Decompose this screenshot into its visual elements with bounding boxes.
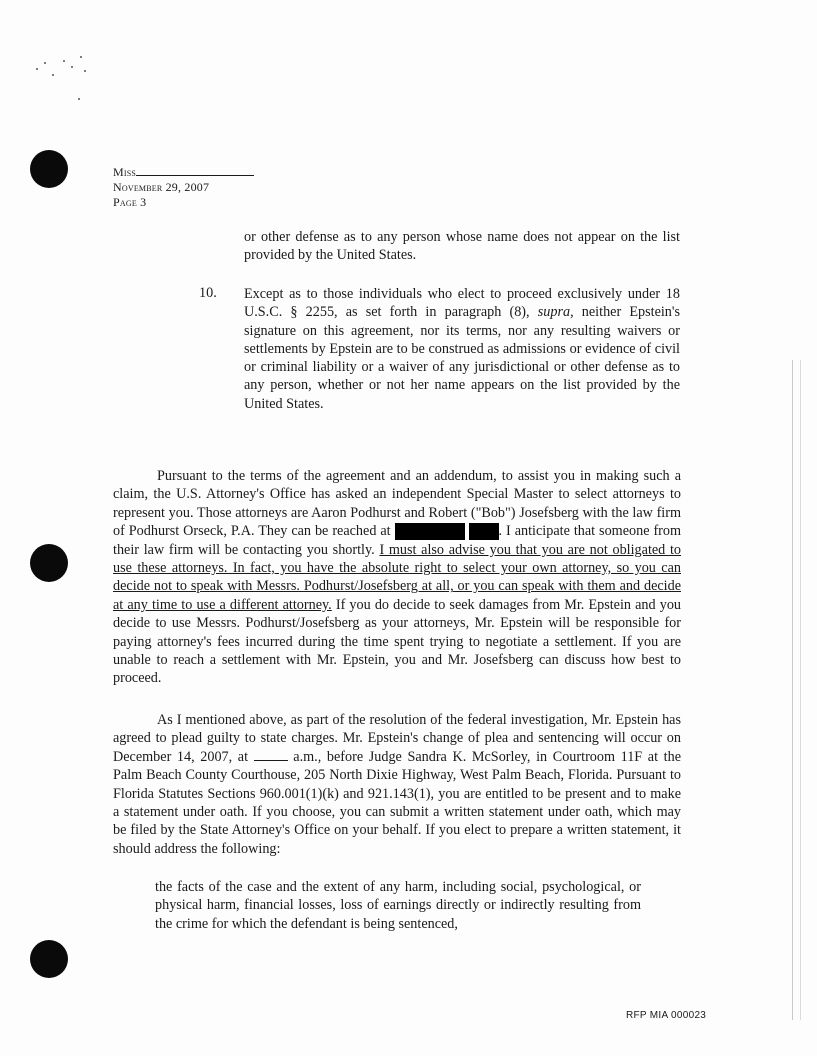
- paragraph-attorneys: [113, 467, 681, 688]
- scan-speck: [52, 74, 54, 76]
- header-recipient: Miss: [113, 165, 137, 179]
- punch-hole: [30, 544, 68, 582]
- scan-speck: [63, 60, 65, 62]
- paragraph-sentencing-part1: As I mentioned above, as part of the resolution of the federal investigation, Mr. Epstein has agreed to plead guilty to state charges. Mr. Epstein's change of plea and sentencing will occur on December 14, 2007, at: [113, 712, 681, 765]
- header-date: November 29, 2007: [113, 180, 210, 194]
- item-10-text: [244, 285, 680, 413]
- punch-hole: [30, 940, 68, 978]
- paragraph-attorneys-part1: Pursuant to the terms of the agreement and an addendum, to assist you in making such a claim, the U.S. Attorney's Office has asked an independent Special Master to select attorneys to represent you. Those attorneys are Aaron Podhurst and Robert ("Bob") Josefsberg with the law firm of Podhurst Orseck, P.A. They can be reached at: [113, 468, 681, 540]
- letter-header: [113, 165, 254, 210]
- item-10-text-a: Except as to those individuals who elect to proceed exclusively under 18 U.S.C. § 2255, as set forth in paragraph (8),: [244, 286, 680, 321]
- scan-speck: [44, 62, 46, 64]
- paragraph-attorneys-part2: . I anticipate that someone from their law firm will be contacting you shortly.: [113, 523, 682, 558]
- header-recipient-line: [113, 165, 254, 180]
- bates-number: RFP MIA 000023: [626, 1010, 707, 1021]
- scan-edge-line: [792, 360, 793, 1020]
- statement-guidance-quote: the facts of the case and the extent of any harm, including social, psychological, or physical harm, financial losses, loss of earnings directly or indirectly resulting from the crime for which the defendant is being sentenced,: [155, 879, 641, 932]
- paragraph-sentencing-part2: a.m., before Judge Sandra K. McSorley, in Courtroom 11F at the Palm Beach County Courthouse, 205 North Dixie Highway, West Palm Beach, Florida. Pursuant to Florida Statutes Sections 960.001(1)(k) and 921.143(1), you are entitled to be present and to make a statement under oath. If you choose, you can submit a written statement under oath, which may be filed by the State Attorney's Office on your behalf. If you elect to prepare a written statement, it should address the following:: [113, 748, 681, 857]
- paragraph-sentencing: [113, 711, 681, 858]
- redaction-block: [469, 523, 499, 540]
- paragraph-attorneys-part3: If you do decide to seek damages from Mr. Epstein and you decide to use Messrs. Podhurst/Josefsberg as your attorneys, Mr. Epstein will be responsible for paying attorney's fees incurred during the time spent trying to negotiate a settlement. If you are unable to reach a settlement with Mr. Epstein, you and Mr. Josefsberg can discuss how best to proceed.: [113, 596, 682, 687]
- scan-speck: [80, 56, 82, 58]
- time-blank: [254, 748, 288, 761]
- punch-hole: [30, 150, 68, 188]
- scan-speck: [36, 68, 38, 70]
- item-10-number: 10.: [199, 285, 217, 301]
- item-10-text-b: , neither Epstein's signature on this agreement, nor its terms, nor any resulting waivers or settlements by Epstein are to be construed as admissions or evidence of civil or criminal liability or a waiver of any jurisdictional or other defense as to any person, whether or not her name appears on the list provided by the United States.: [244, 304, 680, 412]
- scan-edge-line: [800, 360, 801, 1020]
- redaction-block: [395, 523, 465, 540]
- recipient-blank: [136, 165, 254, 176]
- scan-speck: [84, 70, 86, 72]
- header-page: Page 3: [113, 195, 147, 209]
- item-10-supra: supra: [537, 304, 571, 321]
- item-continuation: or other defense as to any person whose name does not appear on the list provided by the United States.: [244, 229, 680, 264]
- scan-speck: [71, 66, 73, 68]
- paragraph-attorneys-underlined: I must also advise you that you are not obligated to use these attorneys. In fact, you have the absolute right to select your own attorney, so you can decide not to speak with Messrs. Podhurst/Josefsberg at all, or you can speak with them and decide at any time to use a different attorney.: [113, 541, 682, 613]
- scan-speck: [78, 98, 80, 100]
